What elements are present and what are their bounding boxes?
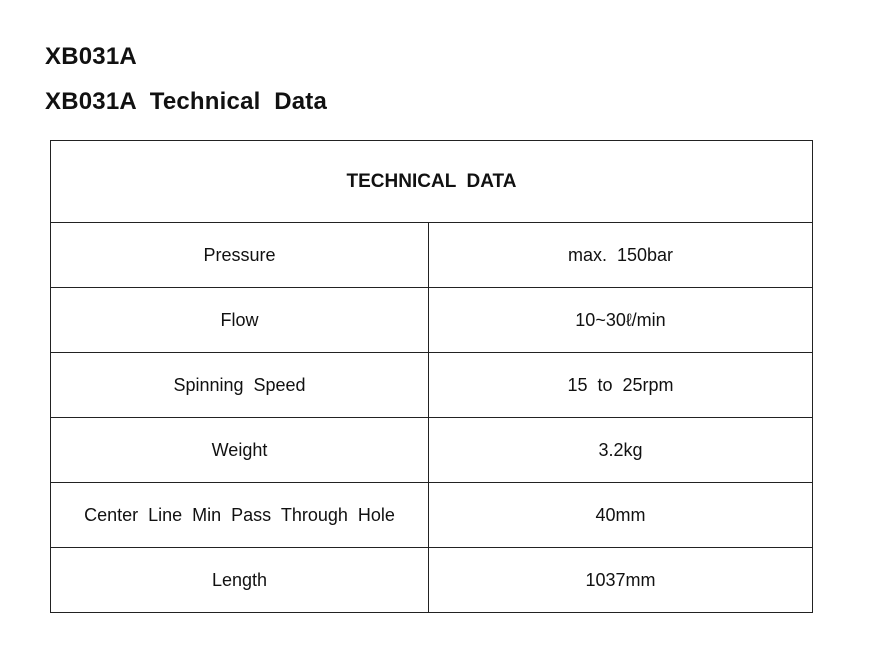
spec-value: 40mm [429,483,813,548]
spec-value: 10~30ℓ/min [429,288,813,353]
spec-label: Weight [51,418,429,483]
page-subtitle: XB031A Technical Data [45,88,328,115]
table-header-row [51,141,813,223]
table-row [51,223,813,288]
spec-label: Pressure [51,223,429,288]
table-row [51,288,813,353]
table-row [51,483,813,548]
technical-data-table [50,140,813,613]
spec-value: max. 150bar [429,223,813,288]
table-header: TECHNICAL DATA [51,141,813,223]
spec-label: Center Line Min Pass Through Hole [51,483,429,548]
spec-label: Flow [51,288,429,353]
spec-value: 15 to 25rpm [429,353,813,418]
spec-label: Length [51,548,429,613]
table-row [51,418,813,483]
spec-value: 3.2kg [429,418,813,483]
table-row [51,353,813,418]
model-title: XB031A [45,43,137,70]
spec-label: Spinning Speed [51,353,429,418]
table-row [51,548,813,613]
spec-value: 1037mm [429,548,813,613]
